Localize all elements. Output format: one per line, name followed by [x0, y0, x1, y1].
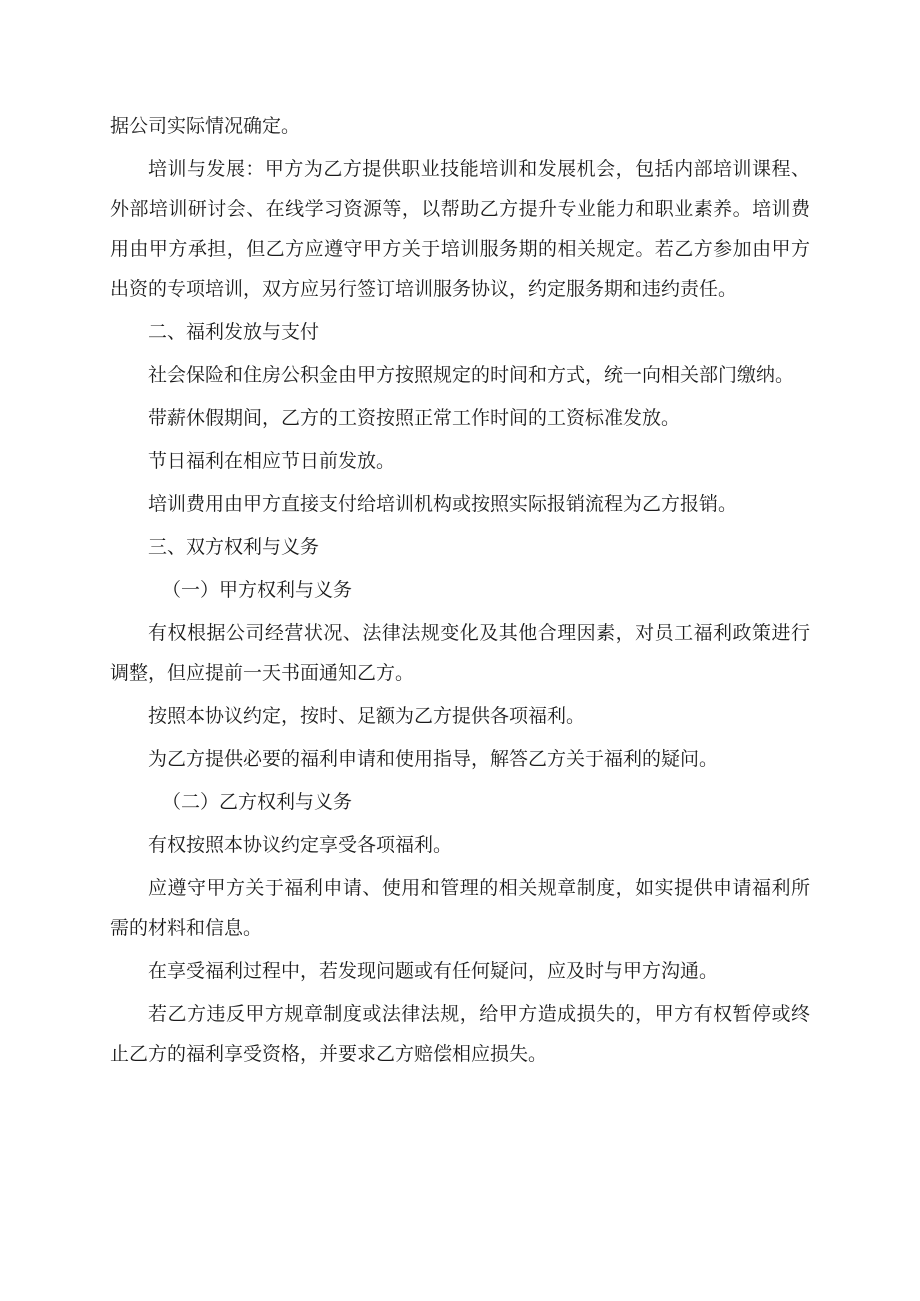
paragraph-social-insurance: 社会保险和住房公积金由甲方按照规定的时间和方式，统一向相关部门缴纳。: [148, 364, 795, 386]
paragraph-paid-leave: 带薪休假期间，乙方的工资按照正常工作时间的工资标准发放。: [148, 407, 681, 429]
paragraph-party-b-communicate: 在享受福利过程中，若发现问题或有任何疑问，应及时与甲方沟通。: [148, 960, 719, 982]
paragraph-party-b-violation: 若乙方违反甲方规章制度或法律法规，给甲方造成损失的，甲方有权暂停或终止乙方的福利享受资格，并要求乙方赔偿相应损失。: [110, 1003, 810, 1065]
paragraph-party-a-adjust: 有权根据公司经营状况、法律法规变化及其他合理因素，对员工福利政策进行调整，但应提前一天书面通知乙方。: [110, 622, 810, 684]
section-heading-welfare-payment: 二、福利发放与支付: [148, 321, 320, 343]
paragraph-party-b-enjoy: 有权按照本协议约定享受各项福利。: [148, 834, 453, 856]
paragraph-party-a-guidance: 为乙方提供必要的福利申请和使用指导，解答乙方关于福利的疑问。: [148, 748, 719, 770]
paragraph-party-b-comply: 应遵守甲方关于福利申请、使用和管理的相关规章制度，如实提供申请福利所需的材料和信息。: [110, 877, 810, 939]
paragraph-continuation: 据公司实际情况确定。: [110, 115, 301, 137]
document-page: [110, 106, 810, 1077]
paragraph-training-development: 培训与发展：甲方为乙方提供职业技能培训和发展机会，包括内部培训课程、外部培训研讨会、在线学习资源等，以帮助乙方提升专业能力和职业素养。培训费用由甲方承担，但乙方应遵守甲方关于培训服务期的相关规定。若乙方参加由甲方出资的专项培训，双方应另行签订培训服务协议，约定服务期和违约责任。: [110, 158, 810, 300]
subsection-heading-party-a: （一）甲方权利与义务: [162, 579, 353, 601]
section-heading-rights-obligations: 三、双方权利与义务: [148, 536, 320, 558]
paragraph-holiday-welfare: 节日福利在相应节日前发放。: [148, 450, 396, 472]
paragraph-training-fees: 培训费用由甲方直接支付给培训机构或按照实际报销流程为乙方报销。: [148, 493, 738, 515]
subsection-heading-party-b: （二）乙方权利与义务: [162, 791, 353, 813]
paragraph-party-a-provide: 按照本协议约定，按时、足额为乙方提供各项福利。: [148, 705, 586, 727]
